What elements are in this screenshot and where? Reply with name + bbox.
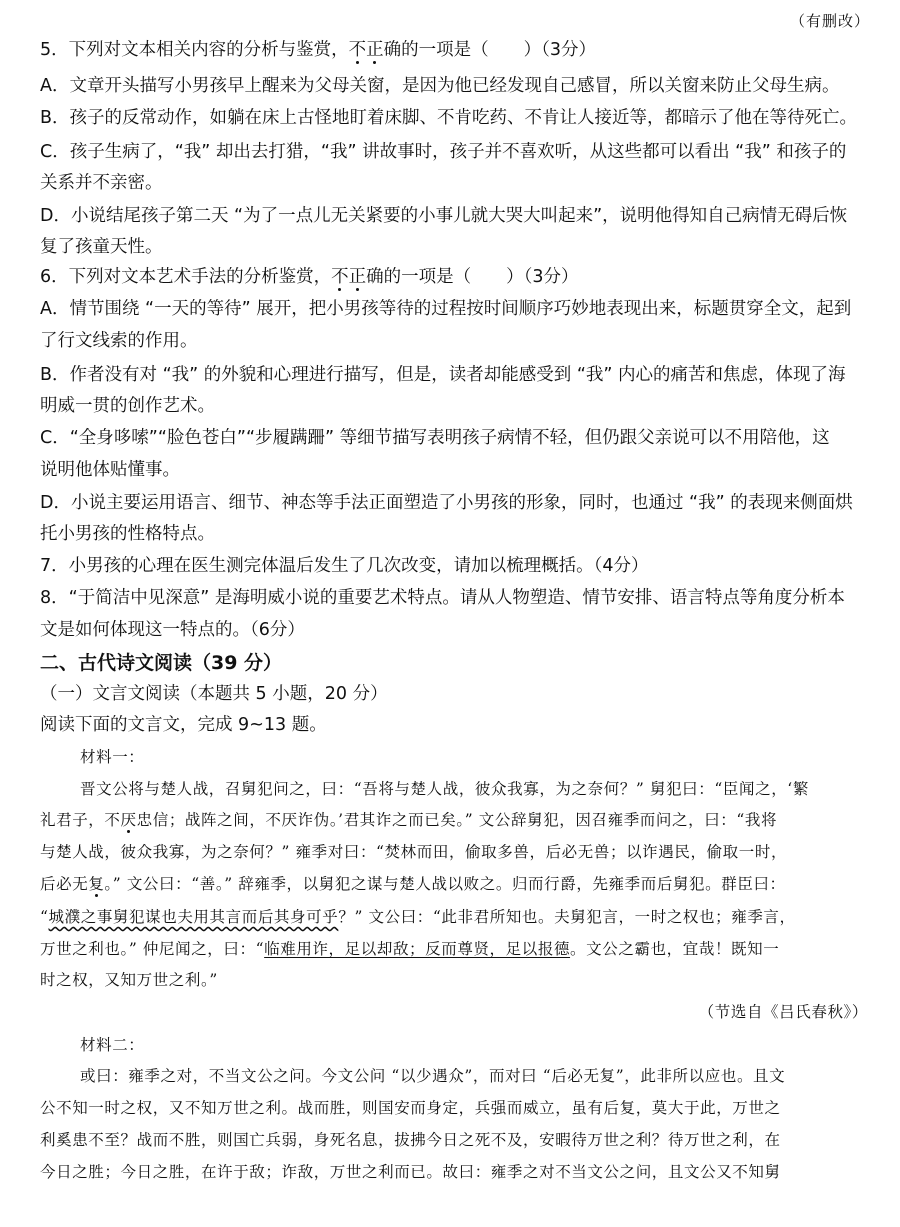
text: 。” 文公曰：“善。” 辞雍季，以舅犯之谋与楚人战以败之。归而行爵，先雍季而后舅犯。群臣曰： xyxy=(104,875,786,893)
q6-option-b: B．作者没有对 “我” 的外貌和心理进行描写，但是，读者却能感受到 “我” 内心的痛苦和焦虑，体现了海 xyxy=(40,365,846,385)
material-2-line-2: 公不知一时之权，又不知万世之利。战而胜，则国安而身定，兵强而威立，虽有后复，莫大于此，万世之 xyxy=(40,1099,781,1117)
q5-stem-text: 5．下列对文本相关内容的分析与鉴赏， xyxy=(40,40,349,60)
question-8: 8．“于简洁中见深意” 是海明威小说的重要艺术特点。请从人物塑造、情节安排、语言特点等角度分析本 xyxy=(40,588,845,608)
material-2-line-1: 或曰：雍季之对，不当文公之问。今文公问 “以少遇众”，而对曰 “后必无复”，此非所以应也。且文 xyxy=(80,1067,786,1085)
q5-emphasis-zheng: 正 xyxy=(366,40,384,60)
material-2-line-3: 利奚患不至？战而不胜，则国亡兵弱，身死名息，拔拂今日之死不及，安暇待万世之利？待万世之利，在 xyxy=(40,1131,781,1149)
q5-option-c: C．孩子生病了，“我” 却出去打猎，“我” 讲故事时，孩子并不喜欢听，从这些都可以看出 “我” 和孩子的 xyxy=(40,142,847,162)
material-1-line-1: 晋文公将与楚人战，召舅犯问之，曰：“吾将与楚人战，彼众我寡，为之奈何？” 舅犯曰：“臣闻之，‘繁 xyxy=(80,780,809,798)
q6-option-b-cont: 明威一贯的创作艺术。 xyxy=(40,396,215,416)
question-8-cont: 文是如何体现这一特点的。（6分） xyxy=(40,620,305,640)
q6-option-d-cont: 托小男孩的性格特点。 xyxy=(40,524,215,544)
material-1-line-3: 与楚人战，彼众我寡，为之奈何？” 雍季对曰：“焚林而田，偷取多兽，后必无兽；以诈遇民，偷取一时， xyxy=(40,843,788,861)
header-note: （有删改） xyxy=(789,12,870,30)
text: 礼君子，不 xyxy=(40,811,121,829)
q6-emphasis-bu: 不 xyxy=(331,267,349,287)
q6-option-d: D．小说主要运用语言、细节、神态等手法正面塑造了小男孩的形象，同时，也通过 “我” 的表现来侧面烘 xyxy=(40,493,853,513)
emphasis-yan: 厌 xyxy=(120,811,137,829)
question-7: 7．小男孩的心理在医生测完体温后发生了几次改变，请加以梳理概括。（4分） xyxy=(40,556,649,576)
section-2-title: 二、古代诗文阅读（39 分） xyxy=(40,652,283,674)
material-1-line-7: 时之权，又知万世之利。” xyxy=(40,971,218,989)
q6-option-c-cont: 说明他体贴懂事。 xyxy=(40,460,180,480)
question-6-stem xyxy=(40,265,875,289)
q6-stem-text: 6．下列对文本艺术手法的分析鉴赏， xyxy=(40,267,332,287)
material-1-source: （节选自《吕氏春秋》） xyxy=(698,1003,868,1021)
material-1-line-5 xyxy=(40,905,875,929)
q6-stem-tail: 确的一项是（ ）（3分） xyxy=(366,267,579,287)
material-1-line-4 xyxy=(40,872,875,896)
q6-option-c: C．“全身哆嗦”“脸色苍白”“步履蹒跚” 等细节描写表明孩子病情不轻，但仍跟父亲说可以不用陪他，这 xyxy=(40,428,830,448)
material-2-line-4: 今日之胜；今日之胜，在许于敌；诈敌，万世之利而已。故曰：雍季之对不当文公之问，且文公又不知舅 xyxy=(40,1163,781,1181)
material-1-label: 材料一： xyxy=(80,748,145,766)
reading-instruction: 阅读下面的文言文，完成 9~13 题。 xyxy=(40,715,327,735)
q6-option-a-cont: 了行文线索的作用。 xyxy=(40,331,198,351)
q5-stem-tail: 确的一项是（ ）（3分） xyxy=(383,40,597,60)
text: 。文公之霸也，宜哉！既知一 xyxy=(570,940,780,958)
q5-option-a: A．文章开头描写小男孩早上醒来为父母关窗，是因为他已经发现自己感冒，所以关窗来防止父母生病。 xyxy=(40,76,840,96)
q5-option-d: D．小说结尾孩子第二天 “为了一点儿无关紧要的小事儿就大哭大叫起来”，说明他得知自己病情无碍后恢 xyxy=(40,206,848,226)
q6-option-a: A．情节围绕 “一天的等待” 展开，把小男孩等待的过程按时间顺序巧妙地表现出来，标题贯穿全文，起到 xyxy=(40,299,852,319)
q5-option-c-cont: 关系并不亲密。 xyxy=(40,173,163,193)
text: 忠信；战阵之间，不厌诈伪。’君其诈之而已矣。” 文公辞舅犯，因召雍季而问之，曰：“我将 xyxy=(136,811,778,829)
emphasis-fu: 复 xyxy=(88,875,105,893)
material-1-line-6 xyxy=(40,937,875,961)
question-5-stem xyxy=(40,38,875,62)
text: 后必无 xyxy=(40,875,89,893)
wavy-underlined-sentence: 城濮之事舅犯谋也夫用其言而后其身可乎 xyxy=(48,908,339,926)
text: 万世之利也。” 仲尼闻之，曰：“ xyxy=(40,940,265,958)
q5-emphasis-bu: 不 xyxy=(348,40,367,60)
text: ？” 文公曰：“此非君所知也。夫舅犯言，一时之权也；雍季言， xyxy=(338,908,796,926)
q5-option-d-cont: 复了孩童天性。 xyxy=(40,237,163,257)
material-1-line-2 xyxy=(40,808,875,832)
q5-option-b: B．孩子的反常动作，如躺在床上古怪地盯着床脚、不肯吃药、不肯让人接近等，都暗示了他在等待死亡。 xyxy=(40,108,858,128)
q6-emphasis-zheng: 正 xyxy=(348,267,367,287)
subsection-1-title: （一）文言文阅读（本题共 5 小题，20 分） xyxy=(40,684,388,704)
material-2-label: 材料二： xyxy=(80,1036,145,1054)
underlined-sentence: 临难用诈，足以却敌；反而尊贤，足以报德 xyxy=(264,940,571,958)
text: “ xyxy=(40,908,49,926)
